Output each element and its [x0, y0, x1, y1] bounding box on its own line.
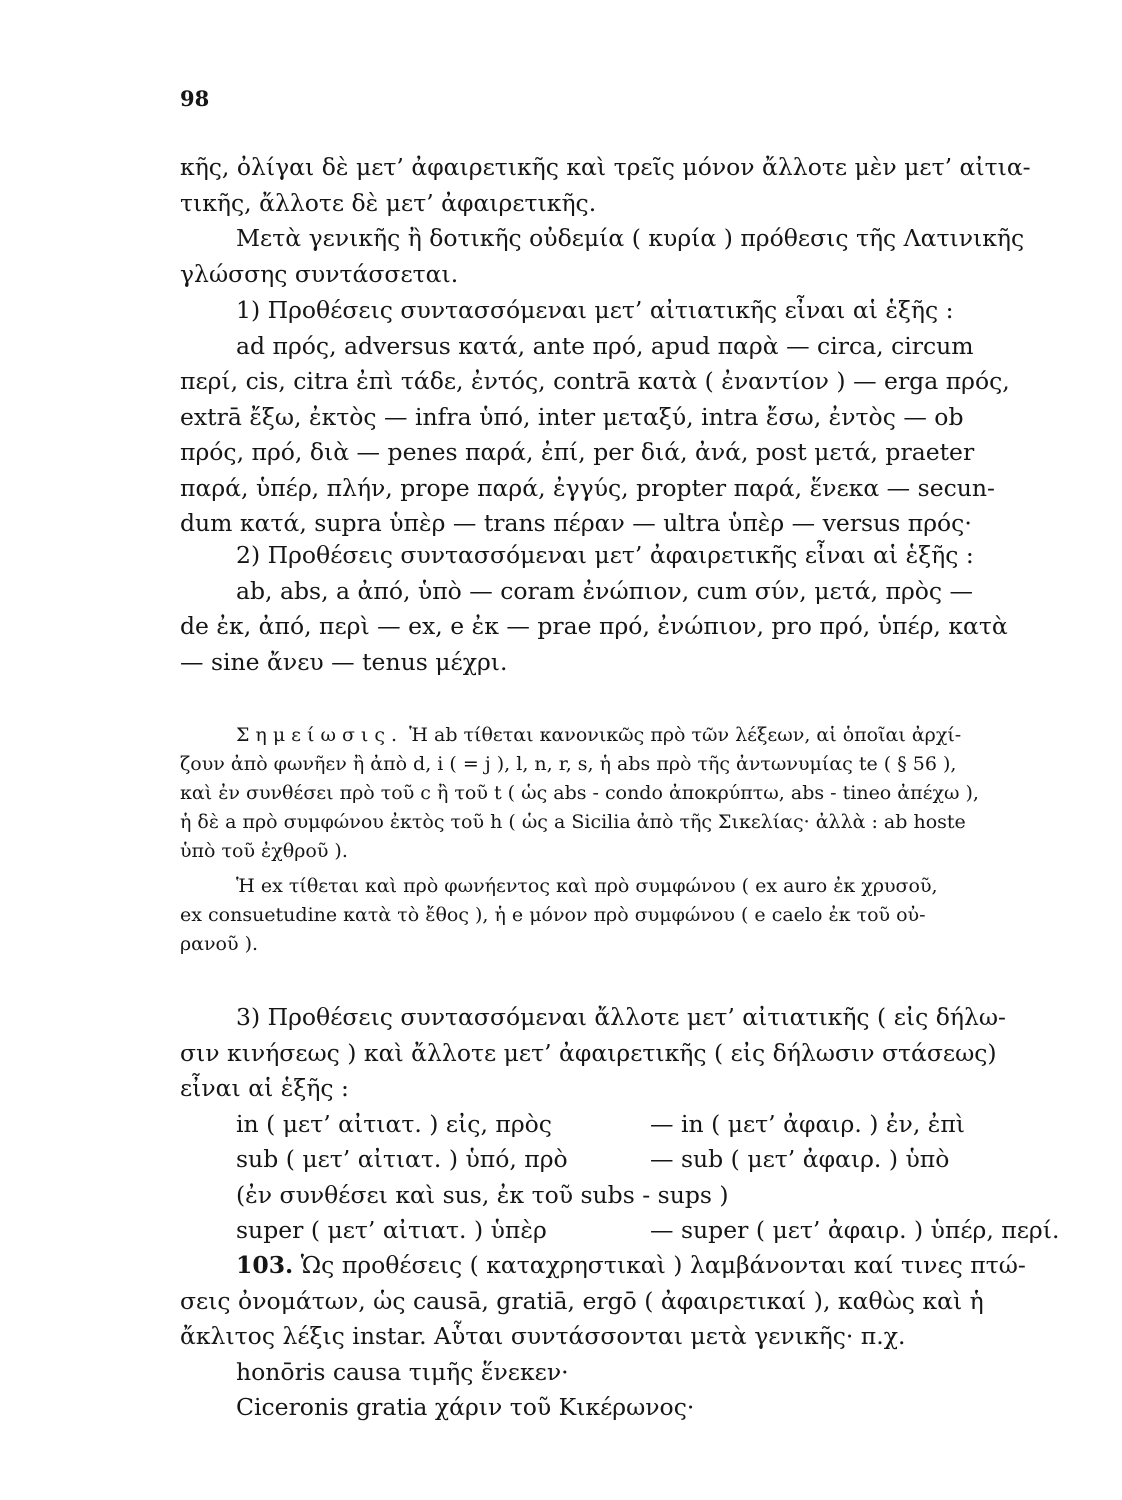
- text-line: ὑπὸ τοῦ ἐχθροῦ ).: [180, 840, 348, 862]
- section-number: 103.: [236, 1251, 294, 1279]
- text-line: παρά, ὑπέρ, πλήν, prope παρά, ἐγγύς, propter παρά, ἕνεκα — secun-: [180, 473, 995, 502]
- text-line: γλώσσης συντάσσεται.: [180, 259, 459, 288]
- text-line: ἡ δὲ a πρὸ συμφώνου ἐκτὸς τοῦ h ( ὡς a Sicilia ἀπὸ τῆς Σικελίας· ἀλλὰ : ab hoste: [180, 811, 966, 833]
- text-line: Ὡς προθέσεις ( καταχρηστικαὶ ) λαμβάνονται καί τινες πτώ-: [300, 1251, 1026, 1279]
- text-line: εἶναι αἱ ἑξῆς :: [180, 1074, 349, 1102]
- row-right: — in ( μετ’ ἀφαιρ. ) ἐν, ἐπὶ: [650, 1109, 966, 1138]
- text-line: περί, cis, citra ἐπὶ τάδε, ἐντός, contrā κατὰ ( ἐναντίον ) — erga πρός,: [180, 367, 1010, 395]
- preposition-row: [180, 1213, 1112, 1249]
- text-line: σιν κινήσεως ) καὶ ἄλλοτε μετ’ ἀφαιρετικῆς ( εἰς δήλωσιν στάσεως): [180, 1038, 997, 1067]
- row-left: super ( μετ’ αἰτιατ. ) ὑπὲρ: [236, 1216, 547, 1244]
- text-line: ρανοῦ ).: [180, 933, 259, 955]
- text-line: κῆς, ὀλίγαι δὲ μετ’ ἀφαιρετικῆς καὶ τρεῖς μόνον ἄλλοτε μὲν μετ’ αἰτια-: [180, 153, 1031, 181]
- note-label: Σημείωσις.: [236, 724, 404, 746]
- text-line: ζουν ἀπὸ φωνῆεν ἢ ἀπὸ d, i ( = j ), l, n, r, s, ἡ abs πρὸ τῆς ἀντωνυμίας te ( § 56 ),: [180, 753, 957, 775]
- section-both-cases: [180, 1000, 1112, 1249]
- text-line: τικῆς, ἄλλοτε δὲ μετ’ ἀφαιρετικῆς.: [180, 188, 597, 217]
- text-line: (ἐν συνθέσει καὶ sus, ἐκ τοῦ subs - sups ): [236, 1180, 729, 1209]
- text-line: — sine ἄνευ — tenus μέχρι.: [180, 647, 508, 676]
- preposition-row: [180, 1107, 1112, 1143]
- text-line: de ἐκ, ἀπό, περὶ — ex, e ἐκ — prae πρό, ἐνώπιον, pro πρό, ὑπέρ, κατὰ: [180, 612, 1008, 640]
- text-line: πρός, πρό, διὰ — penes παρά, ἐπί, per διά, ἀνά, post μετά, praeter: [180, 438, 975, 466]
- text-line: Ἡ ex τίθεται καὶ πρὸ φωνήεντος καὶ πρὸ συμφώνου ( ex auro ἐκ χρυσοῦ,: [236, 875, 938, 897]
- section-103: [180, 1248, 1112, 1426]
- text-line: σεις ὀνομάτων, ὡς causā, gratiā, ergō ( ἀφαιρετικαί ), καθὼς καὶ ἡ: [180, 1286, 984, 1315]
- row-left: sub ( μετ’ αἰτιατ. ) ὑπό, πρὸ: [236, 1145, 568, 1173]
- example-line: honōris causa τιμῆς ἕνεκεν·: [236, 1357, 569, 1386]
- text-line: ex consuetudine κατὰ τὸ ἔθος ), ἡ e μόνον πρὸ συμφώνου ( e caelo ἐκ τοῦ οὐ-: [180, 904, 926, 926]
- text-line: dum κατά, supra ὑπὲρ — trans πέραν — ultra ὑπὲρ — versus πρός·: [180, 509, 972, 537]
- text-line: Ἡ ab τίθεται κανονικῶς πρὸ τῶν λέξεων, αἱ ὁποῖαι ἀρχί-: [409, 724, 962, 746]
- row-right: — sub ( μετ’ ἀφαιρ. ) ὑπὸ: [650, 1145, 950, 1173]
- text-line: ab, abs, a ἀπό, ὑπὸ — coram ἐνώπιον, cum σύν, μετά, πρὸς —: [236, 576, 974, 605]
- row-left: in ( μετ’ αἰτιατ. ) εἰς, πρὸς: [236, 1109, 552, 1138]
- text-line: ἄκλιτος λέξις instar. Αὗται συντάσσονται μετὰ γενικῆς· π.χ.: [180, 1322, 906, 1350]
- page-number: 98: [180, 86, 210, 111]
- section-heading: 2) Προθέσεις συντασσόμεναι μετ’ ἀφαιρετικῆς εἶναι αἱ ἑξῆς :: [236, 541, 974, 569]
- example-line: Ciceronis gratia χάριν τοῦ Κικέρωνος·: [236, 1393, 695, 1421]
- text-line: ad πρός, adversus κατά, ante πρό, apud παρὰ — circa, circum: [236, 331, 974, 360]
- note-block: [180, 721, 1110, 959]
- text-line: extrā ἔξω, ἐκτὸς — infra ὑπό, inter μεταξύ, intra ἔσω, ἐντὸς — ob: [180, 402, 964, 431]
- text-line: καὶ ἐν συνθέσει πρὸ τοῦ c ἢ τοῦ t ( ὡς abs - condo ἀποκρύπτω, abs - tineo ἀπέχω ),: [180, 782, 979, 804]
- section-ablative: [180, 538, 1112, 680]
- section-heading: 1) Προθέσεις συντασσόμεναι μετ’ αἰτιατικῆς εἶναι αἱ ἑξῆς :: [236, 296, 954, 324]
- text-line: Μετὰ γενικῆς ἢ δοτικῆς οὐδεμία ( κυρία ) πρόθεσις τῆς Λατινικῆς: [236, 224, 1025, 252]
- section-heading: 3) Προθέσεις συντασσόμεναι ἄλλοτε μετ’ αἰτιατικῆς ( εἰς δήλω-: [236, 1003, 1006, 1031]
- section-accusative: [180, 293, 1112, 542]
- row-right: — super ( μετ’ ἀφαιρ. ) ὑπέρ, περί.: [650, 1216, 1060, 1244]
- preposition-row: [180, 1142, 1112, 1178]
- intro-paragraph: [180, 150, 1112, 292]
